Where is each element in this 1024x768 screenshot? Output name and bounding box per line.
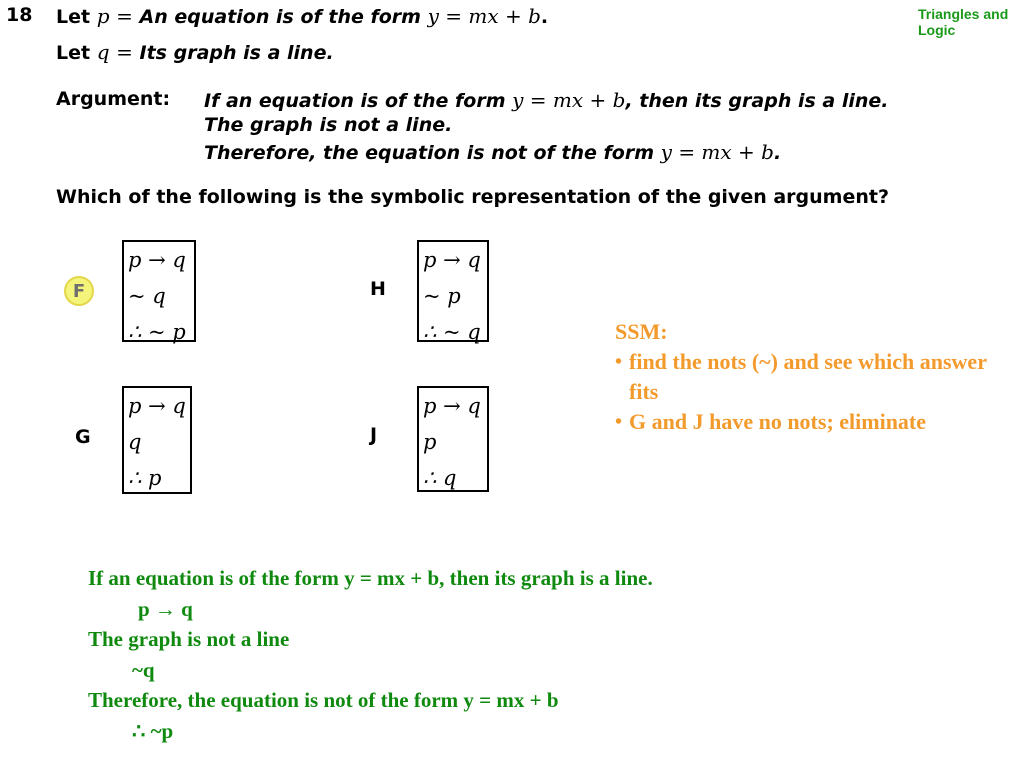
explanation-line-1: If an equation is of the form y = mx + b, then its graph is a line. (88, 566, 653, 590)
choice-f-letter-highlight[interactable] (64, 276, 94, 306)
let-q-line (56, 40, 334, 64)
choice-f-letter: F (72, 280, 86, 302)
explanation-line-4: ~q (132, 657, 155, 682)
ssm-bullet-list (615, 347, 1005, 437)
choice-j-box[interactable] (417, 386, 489, 492)
choice-h-line-1: p → q (423, 248, 481, 272)
ssm-note (615, 317, 1005, 437)
explanation-line-3: The graph is not a line (88, 627, 290, 651)
q-equals: = (116, 40, 133, 64)
choice-g-line-2: q (128, 430, 142, 454)
let-q-label: Let (56, 42, 91, 64)
p-period: . (540, 6, 549, 28)
q-definition: Its graph is a line. (139, 42, 334, 64)
q-variable: q (96, 40, 110, 64)
choice-g-letter[interactable]: G (75, 426, 91, 448)
explanation-block (88, 563, 653, 746)
p-equation: y = mx + b (427, 4, 541, 28)
argument-line-3-equation: y = mx + b (660, 140, 774, 164)
explanation-line-2: p → q (138, 596, 193, 621)
ssm-bullet-1: • find the nots (~) and see which answer fits (615, 347, 1005, 407)
explanation-line-6: ∴ ~p (132, 718, 174, 743)
section-tag: Triangles and Logic (918, 6, 1009, 38)
p-equals: = (116, 4, 133, 28)
choice-h-line-2: ~ p (423, 284, 461, 308)
let-p-label: Let (56, 6, 91, 28)
choice-f-line-3: ∴ ~ p (128, 320, 186, 344)
choice-j-line-2: p (423, 430, 437, 454)
argument-line-2: The graph is not a line. (204, 114, 453, 136)
choice-h-letter[interactable]: H (370, 278, 386, 300)
choice-h-box[interactable] (417, 240, 489, 342)
let-p-line (56, 4, 548, 28)
explanation-line-5: Therefore, the equation is not of the form y = mx + b (88, 688, 559, 712)
choice-j-letter[interactable]: J (370, 424, 378, 446)
choice-g-box[interactable] (122, 386, 192, 494)
choice-f-line-2: ~ q (128, 284, 166, 308)
choice-j-line-3: ∴ q (423, 466, 457, 490)
argument-line-1-pre: If an equation is of the form (204, 90, 506, 112)
choice-h-line-3: ∴ ~ q (423, 320, 481, 344)
argument-label: Argument: (56, 88, 171, 110)
argument-line-3-period: . (773, 142, 782, 164)
argument-line-3-pre: Therefore, the equation is not of the form (204, 142, 655, 164)
ssm-bullet-2: • G and J have no nots; eliminate (615, 407, 1005, 437)
question-prompt: Which of the following is the symbolic representation of the given argument? (56, 186, 889, 208)
choice-f-line-1: p → q (128, 248, 186, 272)
p-definition-text: An equation is of the form (139, 6, 421, 28)
argument-line-1-post: , then its graph is a line. (625, 90, 889, 112)
choice-f-box[interactable] (122, 240, 196, 342)
argument-line-3 (204, 140, 781, 164)
choice-j-line-1: p → q (423, 394, 481, 418)
choice-g-line-3: ∴ p (128, 466, 162, 490)
argument-line-1-equation: y = mx + b (512, 88, 626, 112)
ssm-title: SSM: (615, 319, 668, 344)
argument-line-1 (204, 88, 889, 112)
choice-g-line-1: p → q (128, 394, 186, 418)
p-variable: p (96, 4, 110, 28)
question-number: 18 (6, 4, 33, 26)
